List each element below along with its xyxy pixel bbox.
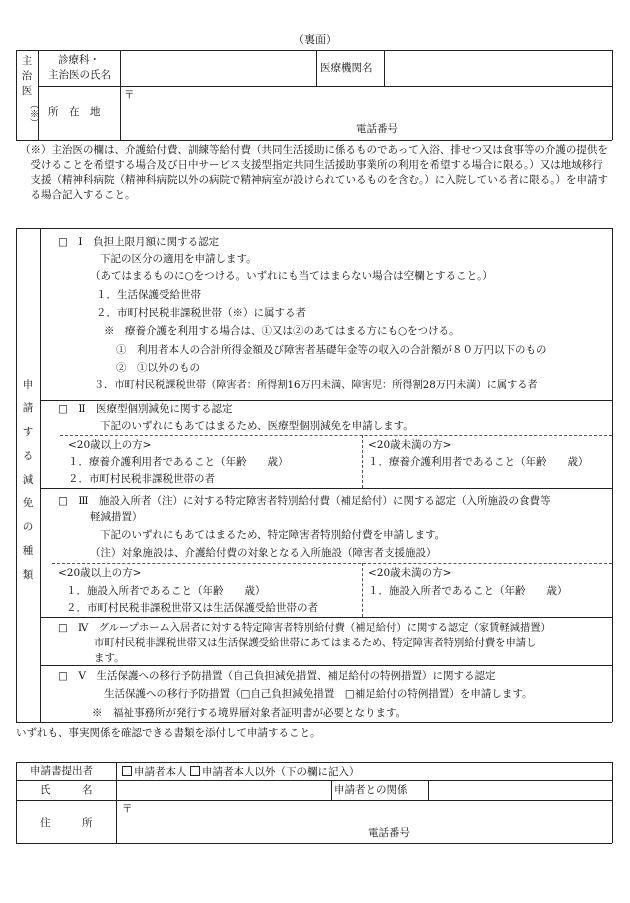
section-1-line2: （あてはまるものに○をつける。いずれにも当てはまらない場合は空欄とすること。） <box>90 270 493 282</box>
reduction-side-label-4: る <box>22 450 34 462</box>
section-2-left-2: ２．市町村民税非課税世帯の者 <box>68 473 215 485</box>
institution-field[interactable] <box>385 51 611 85</box>
submitter-address-label: 住 所 <box>40 817 93 829</box>
submitter-option-other[interactable] <box>190 766 360 778</box>
reduction-side-label-3: す <box>22 426 34 438</box>
submitter-postal-mark: 〒 <box>122 803 133 815</box>
section-2-right-head: <20歳未満の方> <box>368 439 452 451</box>
attach-note: いずれも、事実関係を確認できる書類を添付して申請すること。 <box>16 727 321 739</box>
section-1-item2[interactable]: ２．市町村民税非課税世帯（※）に属する者 <box>96 307 306 319</box>
section-3-title-1[interactable]: □ Ⅲ 施設入所者（注）に対する特定障害者特別給付費（補足給付）に関する認定（入所施設の食費等 <box>58 495 551 507</box>
submitter-option-self[interactable] <box>122 766 187 778</box>
section-1-sub1[interactable]: ① 利用者本人の合計所得金額及び障害者基礎年金等の収入の合計額が８０万円以下のもの <box>116 344 547 356</box>
section-3-line1: 下記のいずれにもあてはまるため、特定障害者特別給付費を申請します。 <box>100 529 446 541</box>
relation-label: 申請者との関係 <box>334 784 408 796</box>
name-label: 氏 名 <box>40 784 93 796</box>
section-5-line1[interactable]: 生活保護への移行予防措置（□自己負担減免措置 □補足給付の特例措置）を申請します。 <box>104 688 533 700</box>
reduction-side-label-8: 種 <box>22 545 34 557</box>
checkbox-icon <box>190 766 200 776</box>
section-3-left-1: １．施設入所者であること（年齢 歳） <box>66 585 266 597</box>
submitter-name-field[interactable] <box>117 781 330 799</box>
section-1-line1: 下記の区分の適用を申請します。 <box>100 253 257 265</box>
submitter-address-field[interactable] <box>117 801 611 842</box>
reduction-side-label-2: 請 <box>22 402 34 414</box>
section-1-note: ※ 療養介護を利用する場合は、①又は②のあてはまる方にも○をつける。 <box>104 325 460 337</box>
section-5-note: ※ 福祉事務所が発行する境界層対象者証明書が必要となります。 <box>92 707 407 719</box>
section-3-left-2: ２．市町村民税非課税世帯又は生活保護受給世帯の者 <box>66 602 318 614</box>
reduction-side-label-7: の <box>22 521 34 533</box>
section-3-right-1: １．施設入所者であること（年齢 歳） <box>368 585 568 597</box>
section-1-item1[interactable]: １．生活保護受給世帯 <box>96 289 201 301</box>
reduction-side-label-6: 免 <box>22 497 34 509</box>
section-1-item3[interactable]: ３．市町村民税課税世帯（障害者：所得割16万円未満、障害児：所得割28万円未満）に属する者 <box>94 380 538 391</box>
submitter-phone-label: 電話番号 <box>368 827 410 839</box>
section-4-line1: 市町村民税非課税世帯又は生活保護受給世帯にあてはまるため、特定障害者特別給付費を申請し <box>94 637 537 649</box>
doctor-postal-mark: 〒 <box>124 89 135 101</box>
section-5-title[interactable]: □ Ⅴ 生活保護への移行予防措置（自己負担減免措置、補足給付の特例措置）に関する認定 <box>58 670 496 682</box>
doctor-side-label-1: 主 <box>21 55 33 67</box>
reduction-side-label-1: 申 <box>22 379 34 391</box>
doctor-note: （※）主治医の欄は、介護給付費、訓練等給付費（共同生活援助に係るものであって入浴、排せつ又は食事等の介護の提供を受けることを希望する場合及び日中サービス支援型指定共同生活援助事業所の利用を希望する場合に限る。）又は地域移行支援（精神科病院（精神科病院以外の病院で精神病室が設けられているものを含む。）に入院している者に限る。）を申請する場合記入すること。 <box>20 144 608 201</box>
section-3-note: （注）対象施設は、介護給付費の対象となる入所施設（障害者支援施設） <box>90 547 437 559</box>
section-4-title[interactable]: □ Ⅳ グループホーム入居者に対する特定障害者特別給付費（補足給付）に関する認定（家賃軽減措置） <box>58 622 551 634</box>
dept-label-1: 診療科・ <box>58 54 100 66</box>
section-3-title-2: 軽減措置） <box>90 511 143 523</box>
section-1-title[interactable]: □ Ⅰ 負担上限月額に関する認定 <box>58 236 220 248</box>
doctor-side-label-4: （※） <box>28 100 38 127</box>
section-3-left-head: <20歳以上の方> <box>58 567 142 579</box>
submitter-option-self-label: 申請者本人 <box>134 766 187 778</box>
address-label: 所 在 地 <box>48 106 101 118</box>
section-2-line1: 下記のいずれにもあてはまるため、医療型個別減免を申請します。 <box>100 420 414 432</box>
doctor-side-label-2: 治 <box>21 70 33 82</box>
submitter-option-other-label: 申請者本人以外（下の欄に記入） <box>202 766 360 778</box>
section-2-right-1: １．療養介護利用者であること（年齢 歳） <box>368 456 589 468</box>
submitter-label: 申請書提出者 <box>30 765 93 777</box>
section-2-left-1: １．療養介護利用者であること（年齢 歳） <box>68 456 289 468</box>
section-4-line2: ます。 <box>94 652 125 664</box>
section-2-left-head: <20歳以上の方> <box>68 439 152 451</box>
doctor-phone-label: 電話番号 <box>356 123 398 135</box>
doctor-name-field[interactable] <box>121 51 315 85</box>
institution-label: 医療機関名 <box>320 62 373 74</box>
doctor-side-label-3: 医 <box>21 85 33 97</box>
checkbox-icon <box>122 766 132 776</box>
section-1-sub2[interactable]: ② ①以外のもの <box>116 362 200 374</box>
section-3-right-head: <20歳未満の方> <box>368 567 452 579</box>
section-2-title[interactable]: □ Ⅱ 医療型個別減免に関する認定 <box>58 403 233 415</box>
page-title: （裏面） <box>293 33 337 46</box>
reduction-side-label-5: 減 <box>22 474 34 486</box>
relation-field[interactable] <box>429 781 611 799</box>
dept-label-2: 主治医の氏名 <box>48 69 111 81</box>
reduction-side-label-9: 類 <box>22 569 34 581</box>
